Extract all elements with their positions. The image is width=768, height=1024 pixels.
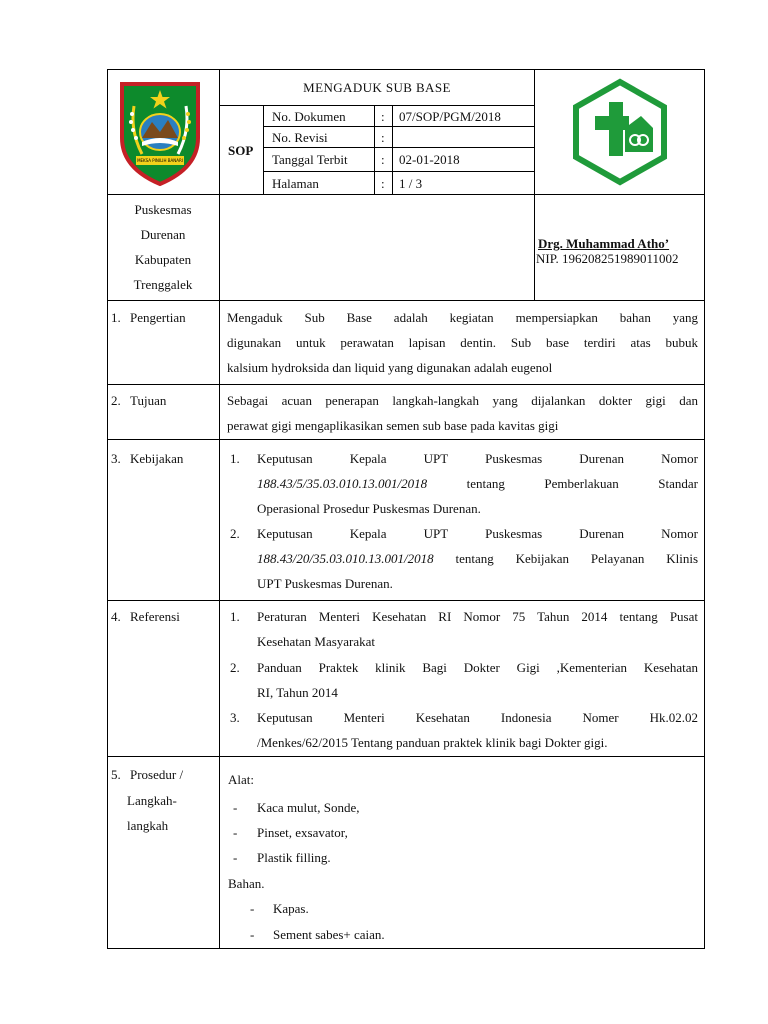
meta-separator: : <box>381 130 385 145</box>
bullet: - <box>250 927 255 942</box>
signer-nip: NIP. 196208251989011002 <box>536 251 679 266</box>
section-number: 2. <box>111 393 121 408</box>
section-title-line: Langkah- <box>127 793 177 808</box>
section-title-line: Prosedur / <box>130 767 184 782</box>
section-number: 3. <box>111 451 121 466</box>
bullet: - <box>233 800 238 815</box>
text-line: Sebagai acuan penerapan langkah-langkah yang dijalankan dokter gigi dan <box>227 393 698 408</box>
signer-name: Drg. Muhammad Atho’ <box>538 236 670 251</box>
text-line: Peraturan Menteri Kesehatan RI Nomor 75 Tahun 2014 tentang Pusat <box>257 609 698 624</box>
meta-label: No. Revisi <box>272 130 328 145</box>
text-fragment: tentang Pemberlakuan Standar <box>427 476 698 491</box>
section-title: Pengertian <box>130 310 186 325</box>
text-line: Keputusan Kepala UPT Puskesmas Durenan Nomor <box>257 451 698 466</box>
puskesmas-logo <box>569 76 671 188</box>
text-line: RI, Tahun 2014 <box>257 685 338 700</box>
text-line: Keputusan Kepala UPT Puskesmas Durenan Nomor <box>257 526 698 541</box>
bahan-label: Bahan. <box>228 876 265 891</box>
document-title: MENGADUK SUB BASE <box>303 80 451 95</box>
section-body <box>227 388 698 438</box>
bullet: - <box>250 901 255 916</box>
item-text <box>257 446 698 521</box>
section-number: 4. <box>111 609 121 624</box>
meta-label: Halaman <box>272 176 319 191</box>
regulation-number: 188.43/20/35.03.010.13.001/2018 <box>257 551 434 566</box>
text-line: /Menkes/62/2015 Tentang panduan praktek klinik bagi Dokter gigi. <box>257 735 608 750</box>
text-line <box>257 546 698 571</box>
text-line: Keputusan Menteri Kesehatan Indonesia Nomer Hk.02.02 <box>257 710 698 725</box>
org-line: Durenan <box>140 227 186 242</box>
text-line: perawat gigi mengaplikasikan semen sub base pada kavitas gigi <box>227 418 559 433</box>
sop-label: SOP <box>228 143 254 158</box>
item-text <box>257 521 698 596</box>
text-line: Mengaduk Sub Base adalah kegiatan mempersiapkan bahan yang <box>227 310 698 325</box>
meta-value: 02-01-2018 <box>399 152 460 167</box>
item-text <box>257 705 698 755</box>
text-line: Panduan Praktek klinik Bagi Dokter Gigi ,Kementerian Kesehatan <box>257 660 698 675</box>
meta-separator: : <box>381 109 385 124</box>
section-number: 1. <box>111 310 121 325</box>
text-line: UPT Puskesmas Durenan. <box>257 576 393 591</box>
item-text: Sement sabes+ caian. <box>273 927 385 942</box>
section-title-line: langkah <box>127 818 169 833</box>
regency-motto: MEKSA PINILIH BANARI <box>137 158 183 163</box>
item-text: Kapas. <box>273 901 309 916</box>
section-title: Kebijakan <box>130 451 184 466</box>
regency-crest-logo <box>112 76 208 188</box>
section-number: 5. <box>111 767 121 782</box>
item-number: 3. <box>230 710 240 725</box>
text-fragment: tentang Kebijakan Pelayanan Klinis <box>433 551 698 566</box>
item-number: 1. <box>230 609 240 624</box>
section-title: Tujuan <box>130 393 167 408</box>
bullet: - <box>233 850 238 865</box>
item-number: 2. <box>230 526 240 541</box>
text-line <box>257 471 698 496</box>
text-line: Operasional Prosedur Puskesmas Durenan. <box>257 501 481 516</box>
text-line: digunakan untuk perawatan lapisan dentin. Sub base terdiri atas bubuk <box>227 335 698 350</box>
meta-label: Tanggal Terbit <box>272 152 348 167</box>
meta-label: No. Dokumen <box>272 109 346 124</box>
meta-value: 1 / 3 <box>399 176 423 191</box>
meta-value: 07/SOP/PGM/2018 <box>399 109 501 124</box>
regulation-number: 188.43/5/35.03.010.13.001/2018 <box>257 476 428 491</box>
section-body <box>227 305 698 380</box>
meta-separator: : <box>381 152 385 167</box>
alat-label: Alat: <box>228 772 254 787</box>
org-line: Trenggalek <box>133 277 193 292</box>
org-line: Puskesmas <box>134 202 192 217</box>
item-text <box>257 604 698 654</box>
item-text: Pinset, exsavator, <box>257 825 348 840</box>
item-number: 2. <box>230 660 240 675</box>
org-line: Kabupaten <box>134 252 192 267</box>
meta-separator: : <box>381 176 385 191</box>
text-line: kalsium hydroksida dan liquid yang digunakan adalah eugenol <box>227 360 553 375</box>
item-number: 1. <box>230 451 240 466</box>
item-text: Kaca mulut, Sonde, <box>257 800 360 815</box>
bullet: - <box>233 825 238 840</box>
text-line: Kesehatan Masyarakat <box>257 634 376 649</box>
item-text <box>257 655 698 705</box>
section-title: Referensi <box>130 609 180 624</box>
item-text: Plastik filling. <box>257 850 331 865</box>
